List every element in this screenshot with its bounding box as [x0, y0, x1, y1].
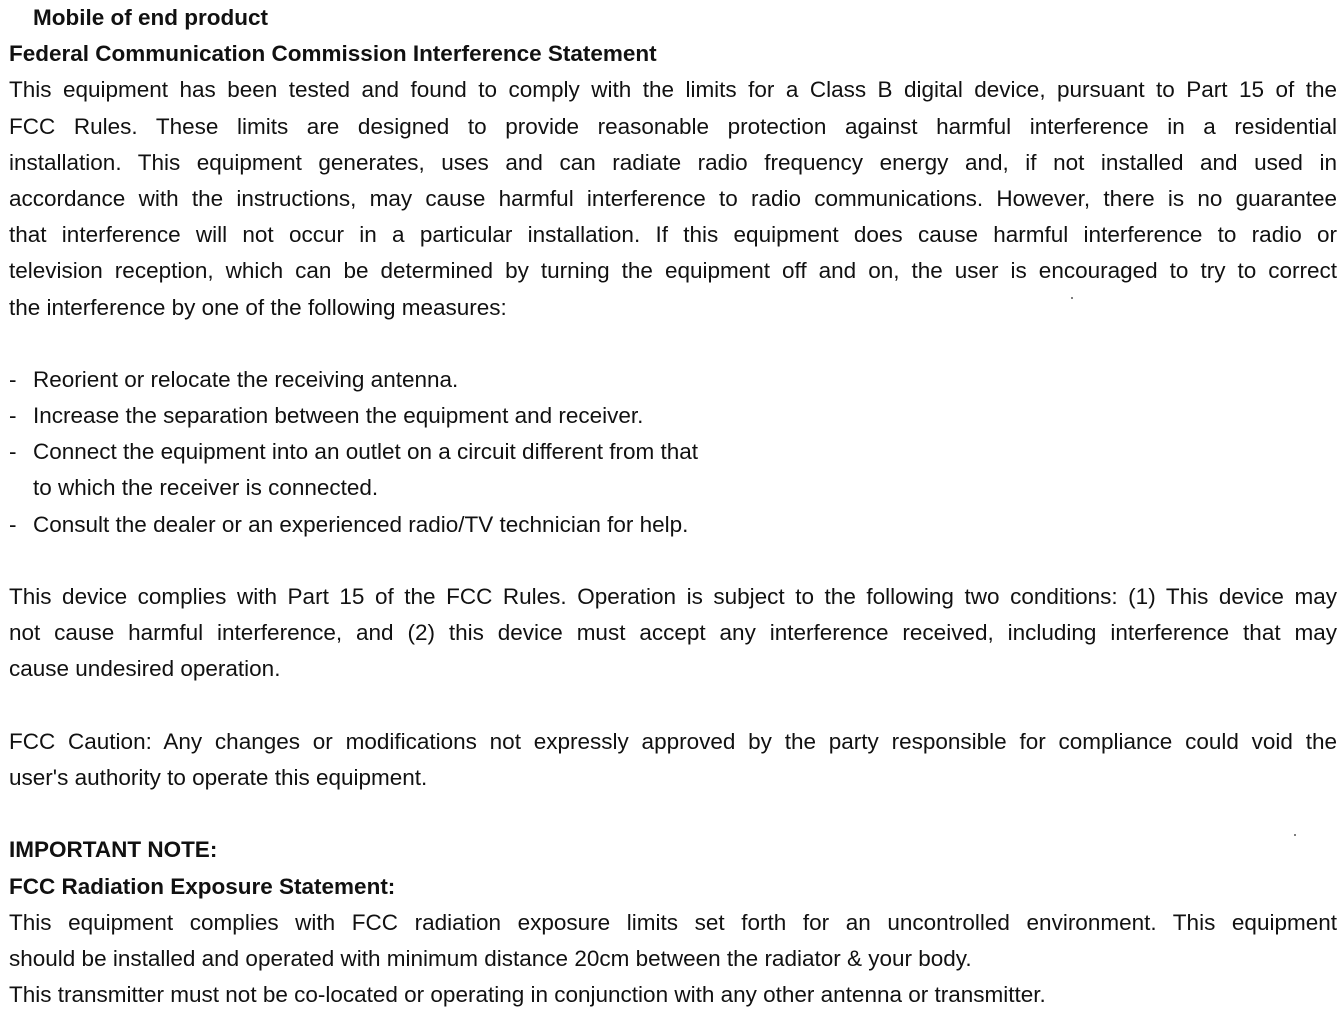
list-item — [9, 434, 1337, 470]
spacer — [9, 688, 1337, 724]
paragraph-line: not cause harmful interference, and (2) this device must accept any interference received, including interference that may — [9, 620, 1337, 646]
paragraph-line: cause undesired operation. — [9, 656, 281, 682]
radiation-paragraph — [9, 905, 1337, 1013]
spacer — [9, 543, 1337, 579]
intro-paragraph — [9, 72, 1337, 325]
paragraph-line: This equipment has been tested and found to comply with the limits for a Class B digital device, pursuant to Part 15 of the — [9, 77, 1337, 103]
list-dash: - — [9, 366, 17, 392]
paragraph-line: should be installed and operated with minimum distance 20cm between the radiator & your body. — [9, 945, 972, 971]
section-heading: Federal Communication Commission Interference Statement — [9, 41, 657, 67]
paragraph-line: FCC Rules. These limits are designed to provide reasonable protection against harmful interference in a residential — [9, 113, 1337, 139]
paragraph-line: This device complies with Part 15 of the FCC Rules. Operation is subject to the following two conditions: (1) This device may — [9, 584, 1337, 609]
list-item — [9, 507, 1337, 543]
paragraph-line: television reception, which can be determined by turning the equipment off and on, the user is encouraged to try to correct — [9, 258, 1337, 284]
paragraph-line: that interference will not occur in a particular installation. If this equipment does cause harmful interference to radio or — [9, 222, 1337, 248]
part15-paragraph — [9, 579, 1337, 688]
radiation-heading: FCC Radiation Exposure Statement: — [9, 873, 396, 899]
paragraph-line: user's authority to operate this equipment. — [9, 764, 428, 790]
scan-speck — [1294, 834, 1296, 836]
list-item — [9, 362, 1337, 398]
document-page — [9, 0, 1337, 1013]
spacer — [9, 326, 1337, 362]
list-dash: - — [9, 511, 17, 537]
document-title: Mobile of end product — [33, 5, 268, 30]
scan-speck — [1071, 297, 1073, 299]
list-item-continuation: to which the receiver is connected. — [33, 475, 379, 501]
paragraph-line: This equipment complies with FCC radiation exposure limits set forth for an uncontrolled environment. This equipment — [9, 909, 1337, 935]
list-item-text: Connect the equipment into an outlet on a circuit different from that — [33, 439, 698, 465]
paragraph-line: accordance with the instructions, may cause harmful interference to radio communications. However, there is no guarantee — [9, 185, 1337, 211]
list-item-text: Consult the dealer or an experienced radio/TV technician for help. — [33, 511, 689, 537]
important-note-heading: IMPORTANT NOTE: — [9, 837, 218, 863]
list-item — [9, 398, 1337, 434]
paragraph-line: the interference by one of the following measures: — [9, 294, 507, 320]
list-item-text: Reorient or relocate the receiving antenna. — [33, 366, 459, 392]
spacer — [9, 796, 1337, 832]
list-dash: - — [9, 403, 17, 429]
paragraph-line: This transmitter must not be co-located or operating in conjunction with any other antenna or transmitter. — [9, 982, 1046, 1008]
caution-paragraph — [9, 724, 1337, 796]
paragraph-line: installation. This equipment generates, uses and can radiate radio frequency energy and, if not installed and used in — [9, 149, 1337, 175]
list-item-text: Increase the separation between the equipment and receiver. — [33, 403, 644, 429]
paragraph-line: FCC Caution: Any changes or modifications not expressly approved by the party responsible for compliance could void the — [9, 728, 1337, 754]
list-dash: - — [9, 439, 17, 465]
measures-list — [9, 362, 1337, 543]
